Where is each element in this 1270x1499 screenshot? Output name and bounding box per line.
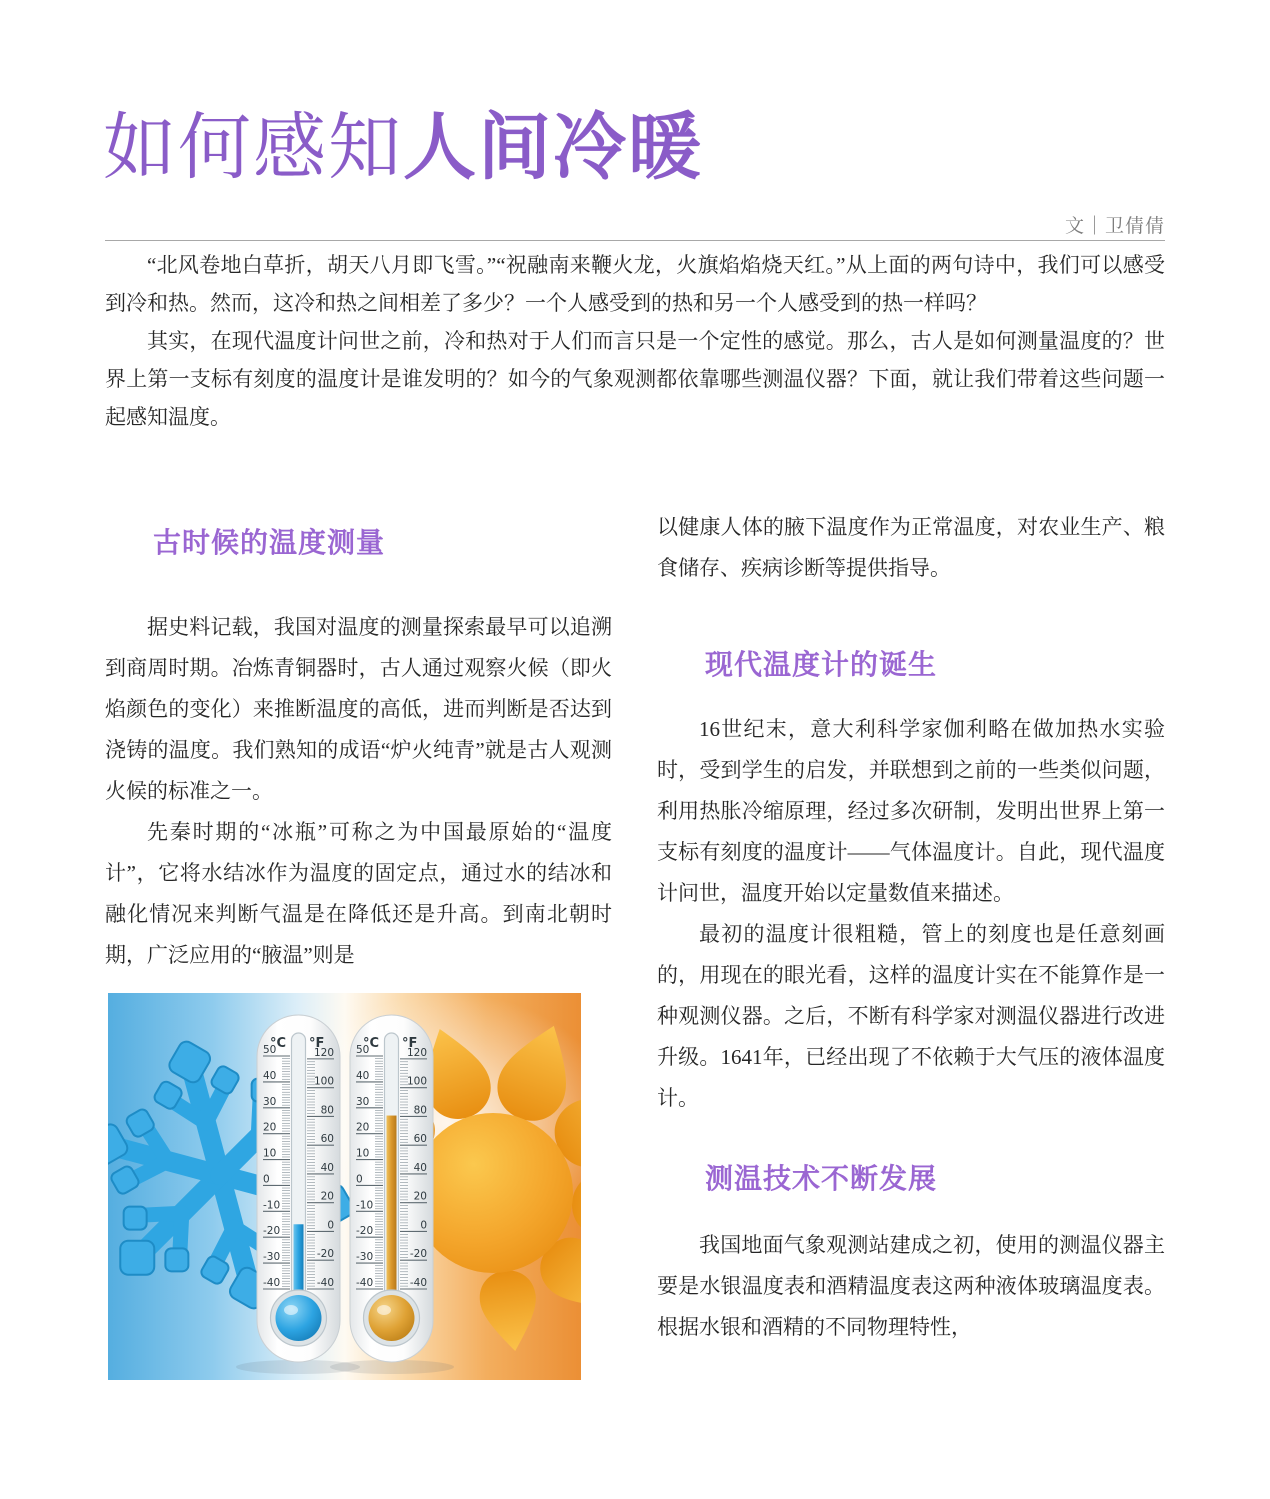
section-heading-modern: 现代温度计的诞生 (705, 649, 938, 680)
svg-text:20: 20 (413, 1190, 427, 1203)
svg-text:10: 10 (356, 1147, 370, 1160)
right-paragraph-1: 16世纪末，意大利科学家伽利略在做加热水实验时，受到学生的启发，并联想到之前的一些类似问题，利用热胀冷缩原理，经过多次研制，发明出世界上第一支标有刻度的温度计——气体温度计。自此，现代温度计问世，温度开始以定量数值来描述。 (657, 717, 1165, 905)
right-paragraph-2: 最初的温度计很粗糙，管上的刻度也是任意刻画的，用现在的眼光看，这样的温度计实在不能算作是一种观测仪器。之后，不断有科学家对测温仪器进行改进升级。1641年，已经出现了不依赖于大气压的液体温度计。 (657, 922, 1165, 1110)
left-column (105, 505, 612, 1380)
celsius-unit-label: °C (363, 1036, 380, 1051)
svg-text:20: 20 (263, 1121, 277, 1134)
thermometer-illustration (108, 993, 581, 1380)
svg-text:40: 40 (413, 1161, 427, 1174)
svg-text:80: 80 (413, 1104, 427, 1117)
svg-text:-20: -20 (263, 1225, 281, 1238)
svg-text:60: 60 (320, 1133, 334, 1146)
svg-text:60: 60 (413, 1133, 427, 1146)
svg-text:40: 40 (320, 1161, 334, 1174)
warm-bulb (369, 1295, 415, 1341)
right-paragraph-3: 我国地面气象观测站建成之初，使用的测温仪器主要是水银温度表和酒精温度表这两种液体玻璃温度表。根据水银和酒精的不同物理特性， (657, 1233, 1165, 1339)
svg-text:-20: -20 (316, 1248, 334, 1261)
svg-text:30: 30 (356, 1095, 370, 1108)
svg-text:40: 40 (356, 1069, 370, 1082)
left-paragraph-2: 先秦时期的“冰瓶”可称之为中国最原始的“温度计”，它将水结冰作为温度的固定点，通过水的结冰和融化情况来判断气温是在降低还是升高。到南北朝时期，广泛应用的“腋温”则是 (105, 820, 612, 967)
svg-text:0: 0 (263, 1173, 270, 1186)
svg-text:-20: -20 (356, 1225, 374, 1238)
svg-text:0: 0 (327, 1219, 334, 1232)
page-title-light: 如何感知 (103, 107, 403, 188)
header-divider (105, 240, 1165, 241)
fahrenheit-unit-label: °F (402, 1036, 418, 1051)
right-column (657, 505, 1165, 1348)
left-paragraph-1: 据史料记载，我国对温度的测量探索最早可以追溯到商周时期。冶炼青铜器时，古人通过观察火候（即火焰颜色的变化）来推断温度的高低，进而判断是否达到浇铸的温度。我们熟知的成语“炉火纯青”就是古人观测火候的标准之一。 (105, 615, 612, 803)
intro-paragraph-1: “北风卷地白草折，胡天八月即飞雪。”“祝融南来鞭火龙，火旗焰焰烧天红。”从上面的两句诗中，我们可以感受到冷和热。然而，这冷和热之间相差了多少？一个人感受到的热和另一个人感受到的热一样吗？ (105, 253, 1165, 315)
svg-text:120: 120 (406, 1046, 427, 1059)
svg-text:30: 30 (263, 1095, 277, 1108)
thermometer-cold (257, 1015, 340, 1362)
svg-text:-40: -40 (263, 1277, 281, 1289)
svg-text:50: 50 (263, 1044, 277, 1056)
section-heading-development: 测温技术不断发展 (705, 1163, 938, 1194)
intro-paragraph-2: 其实，在现代温度计问世之前，冷和热对于人们而言只是一个定性的感觉。那么，古人是如何测量温度的？世界上第一支标有刻度的温度计是谁发明的？如今的气象观测都依靠哪些测温仪器？下面，就让我们带着这些问题一起感知温度。 (105, 329, 1165, 429)
svg-text:100: 100 (406, 1075, 427, 1088)
svg-text:0: 0 (356, 1173, 363, 1186)
svg-text:50: 50 (356, 1044, 370, 1056)
fahrenheit-unit-label: °F (309, 1036, 325, 1051)
svg-text:0: 0 (420, 1219, 427, 1232)
page-title-bold: 人间冷暖 (403, 107, 703, 188)
section-heading-ancient: 古时候的温度测量 (153, 527, 386, 558)
right-paragraph-continuation: 以健康人体的腋下温度作为正常温度，对农业生产、粮食储存、疾病诊断等提供指导。 (657, 515, 1165, 580)
svg-text:-30: -30 (356, 1251, 374, 1264)
svg-text:-40: -40 (316, 1277, 334, 1289)
svg-text:20: 20 (320, 1190, 334, 1203)
svg-text:10: 10 (263, 1147, 277, 1160)
svg-text:40: 40 (263, 1069, 277, 1082)
page-title (103, 108, 703, 188)
cold-bulb (276, 1295, 322, 1341)
intro-section (105, 246, 1165, 436)
thermometer-warm (350, 1015, 433, 1362)
svg-text:-10: -10 (356, 1199, 374, 1212)
svg-text:-30: -30 (263, 1251, 281, 1264)
warm-mercury-column (387, 1116, 397, 1315)
svg-text:100: 100 (313, 1075, 334, 1088)
svg-text:-20: -20 (409, 1248, 427, 1261)
svg-text:-10: -10 (263, 1199, 281, 1212)
svg-text:-40: -40 (356, 1277, 374, 1289)
svg-text:120: 120 (313, 1046, 334, 1059)
svg-text:80: 80 (320, 1104, 334, 1117)
svg-text:-40: -40 (409, 1277, 427, 1289)
celsius-unit-label: °C (270, 1036, 287, 1051)
svg-text:20: 20 (356, 1121, 370, 1134)
byline: 文｜卫倩倩 (1064, 216, 1165, 237)
